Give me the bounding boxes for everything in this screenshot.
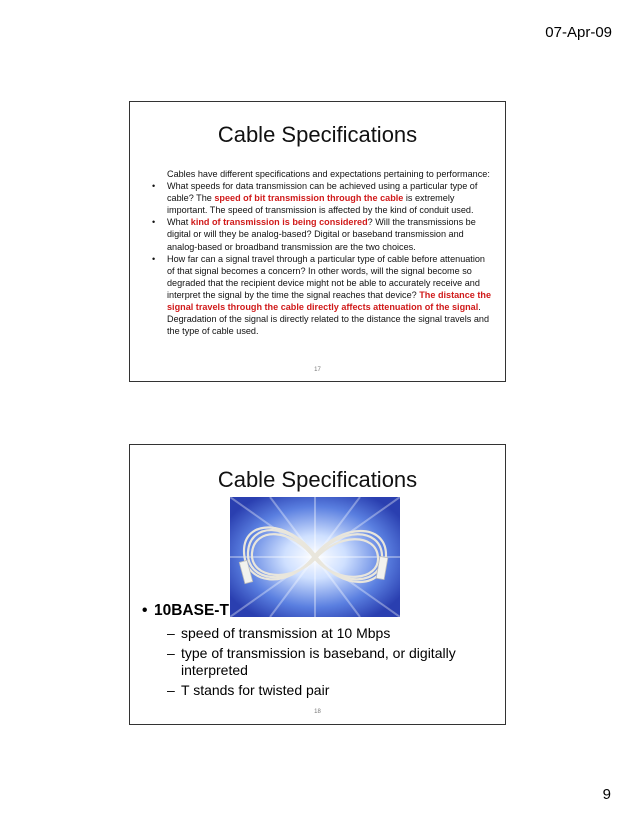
bullet-icon: • <box>152 181 156 192</box>
intro-text: Cables have different specifications and expectations pertaining to performance: <box>167 169 490 179</box>
slide-body <box>149 168 493 337</box>
bullet-text-pre: What <box>167 217 191 228</box>
dash-icon: – <box>167 681 175 698</box>
bullet-text-emphasis: kind of transmission is being considered <box>190 217 368 228</box>
main-bullet-text: 10BASE-T <box>154 602 229 619</box>
page-date: 07-Apr-09 <box>545 24 612 41</box>
bullet-icon: • <box>152 253 156 264</box>
sub-bullet-item <box>167 682 467 700</box>
main-bullet <box>142 602 229 620</box>
bullet-text-emphasis: The distance the signal travels through the cable directly affects attenuation of the signal <box>167 289 492 313</box>
bullet-text-pre: What speeds for data transmission can be achieved using a particular type of cable? The <box>167 181 478 204</box>
bullet-text-pre: How far can a signal travel through a particular type of cable before attenuation of that signal becomes a concern? In other words, will the signal become so degraded that the recipient device might not be able to accurately receive and interpret the signal by the time the signal reaches that device? <box>167 253 485 300</box>
bullet-text-post: ? Will the transmissions be digital or will they be analog-based? Digital or baseband transmission and analog-based or broadband transmission are the two choices. <box>167 217 476 252</box>
bullet-item <box>149 180 493 216</box>
sub-bullet-list <box>167 625 467 701</box>
slide-title: Cable Specifications <box>217 122 418 147</box>
slide-17 <box>129 101 506 382</box>
bullet-icon: • <box>142 602 148 619</box>
sub-bullet-item <box>167 645 467 680</box>
bullet-item <box>149 253 493 338</box>
dash-icon: – <box>167 644 175 661</box>
cable-image <box>230 497 400 617</box>
sub-bullet-text: T stands for twisted pair <box>181 681 330 698</box>
sub-bullet-text: speed of transmission at 10 Mbps <box>181 625 391 641</box>
bullet-text-post: is extremely important. The speed of transmission is affected by the kind of conduit used. <box>167 193 474 216</box>
slide-number: 17 <box>314 367 321 373</box>
bullet-text-emphasis: speed of bit transmission through the cable <box>214 193 404 204</box>
bullet-text-post: . Degradation of the signal is directly related to the distance the signal travels and the type of cable used. <box>167 302 490 337</box>
slide-title: Cable Specifications <box>217 467 418 492</box>
bullet-icon: • <box>152 217 156 228</box>
slide-number: 18 <box>314 709 321 715</box>
sub-bullet-text: type of transmission is baseband, or digitally interpreted <box>181 644 456 678</box>
page-number: 9 <box>602 786 611 803</box>
slide-18 <box>129 444 506 725</box>
sub-bullet-item <box>167 625 467 643</box>
bullet-item <box>149 216 493 252</box>
dash-icon: – <box>167 625 175 641</box>
